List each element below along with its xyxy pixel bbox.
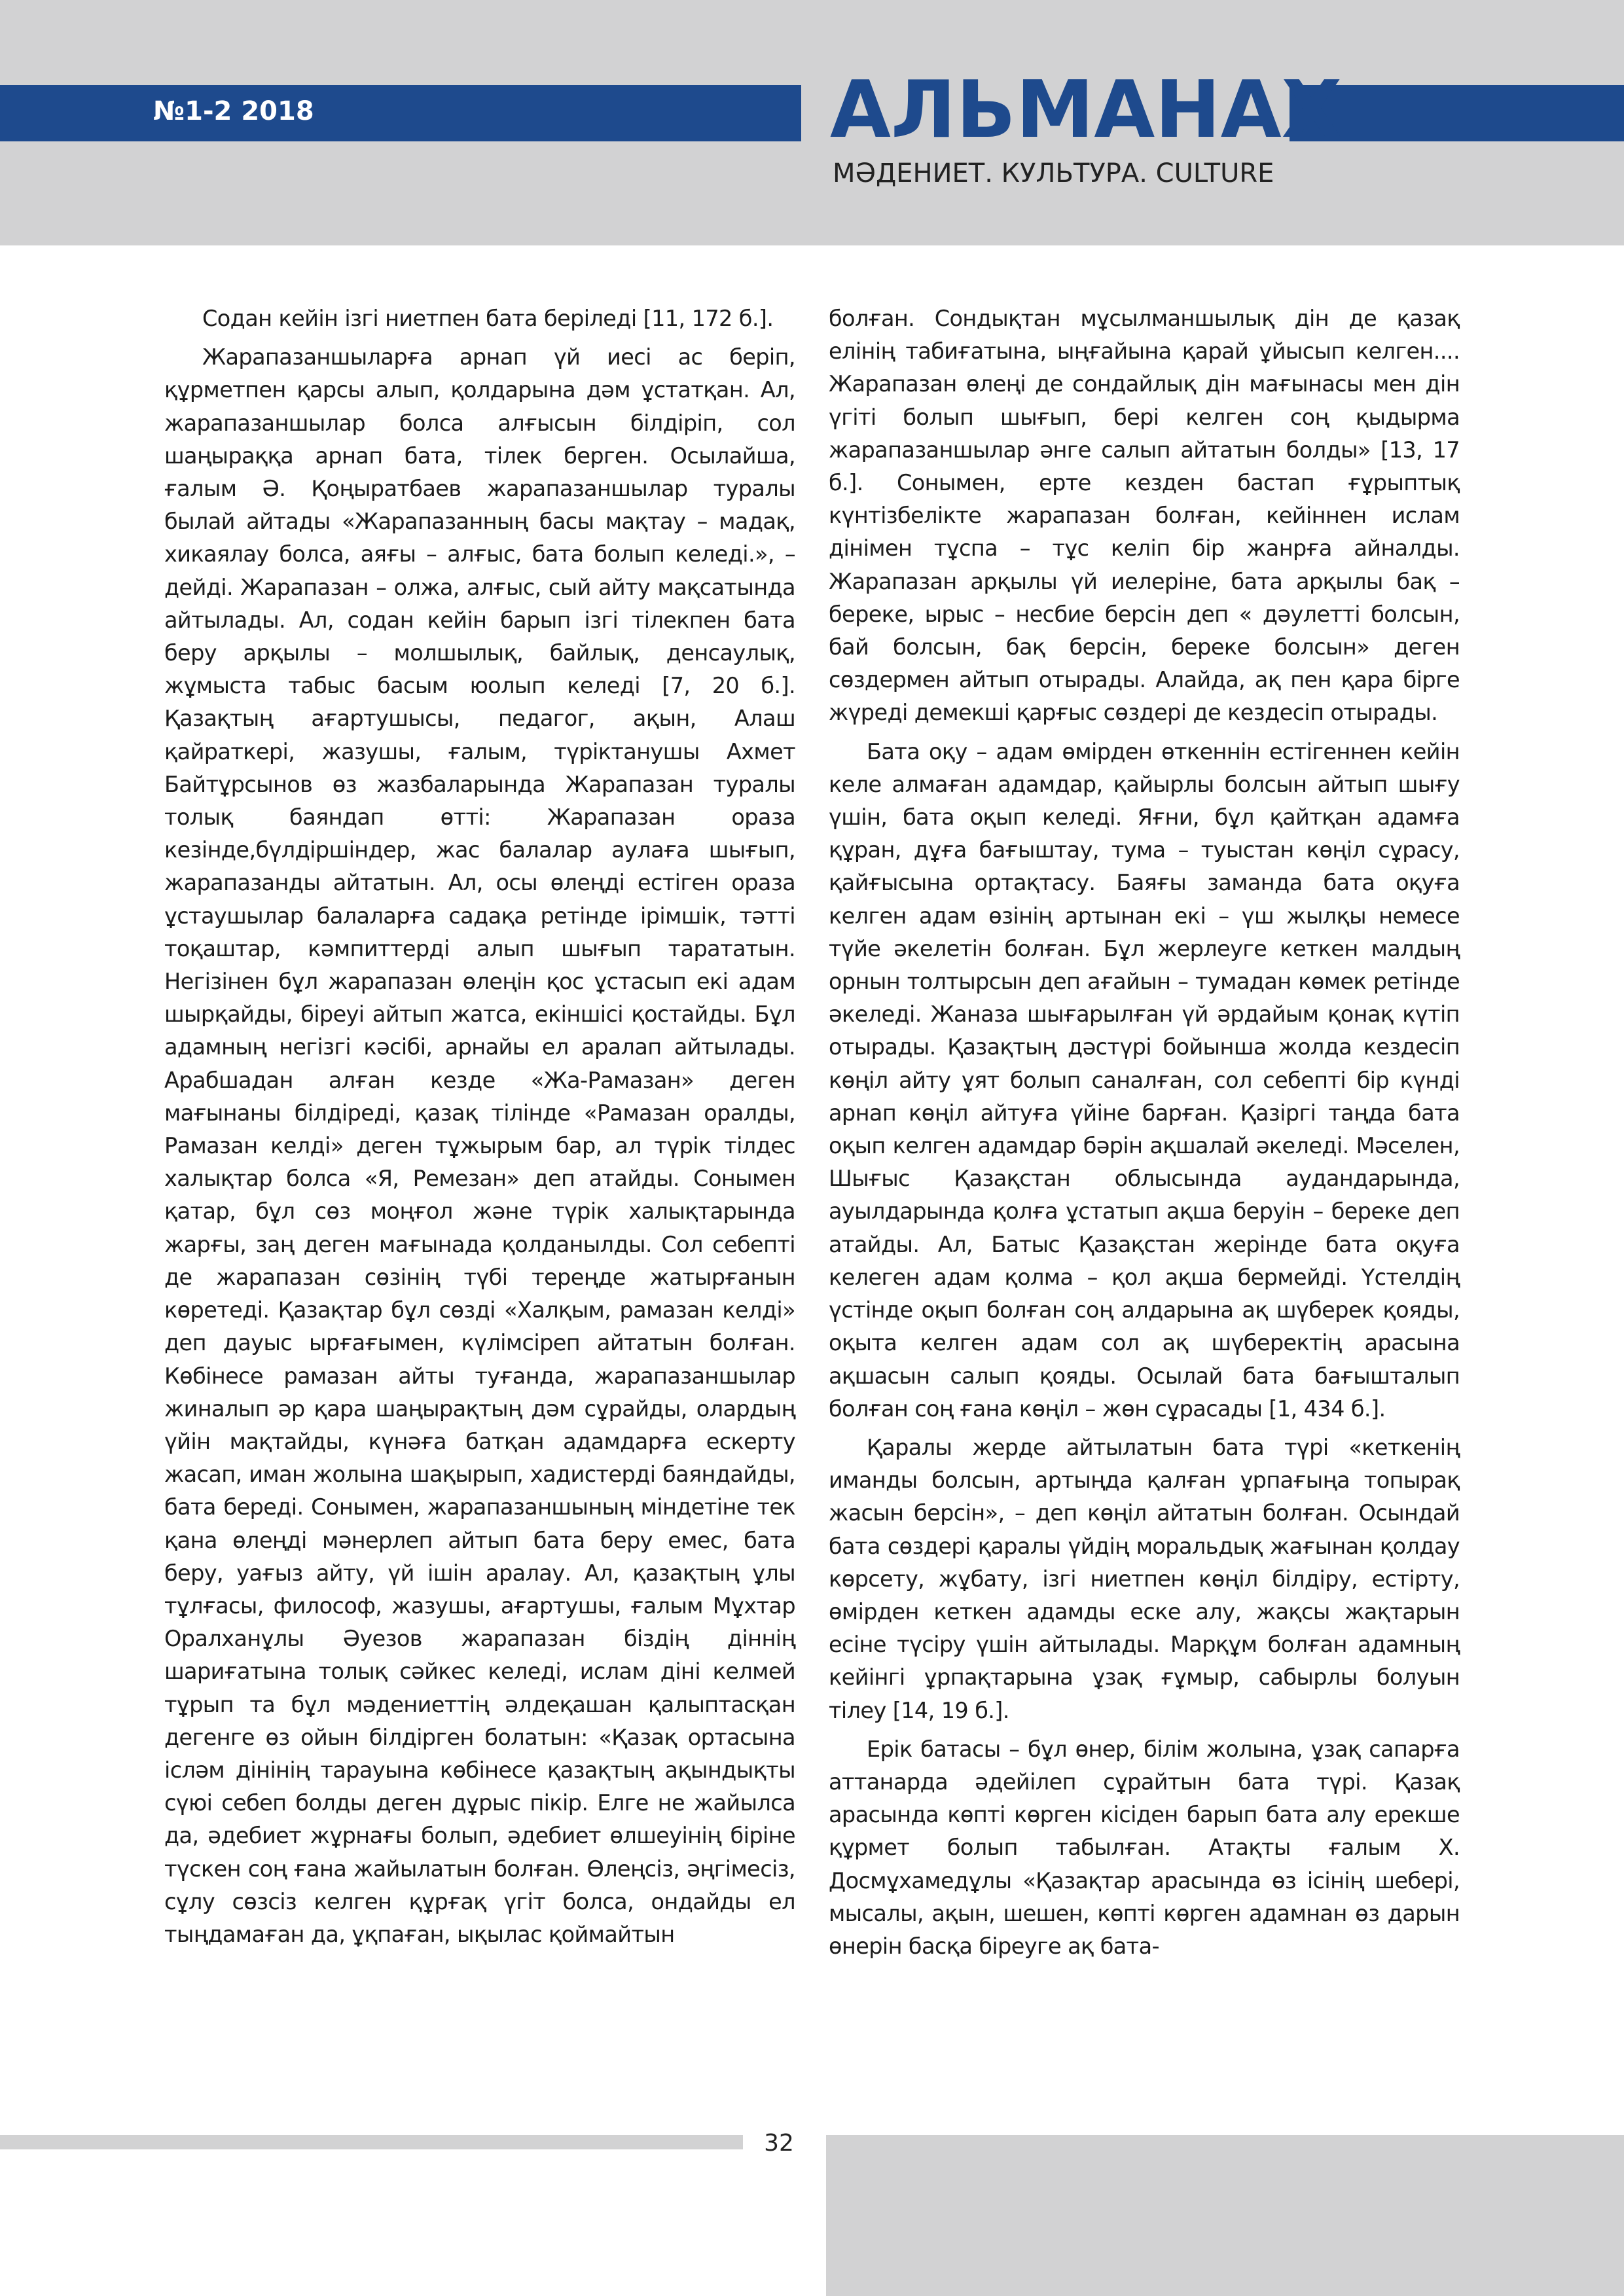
article-column-right xyxy=(829,302,1460,1969)
article-column-left xyxy=(164,302,795,1957)
journal-subtitle: МӘДЕНИЕТ. КУЛЬТУРА. CULTURE xyxy=(833,158,1274,188)
paragraph: болған. Сондықтан мұсылманшылық дін де қазақ елінің табиғатына, ыңғайына қарай ұйысып келген.... Жарапазан өлеңі де сондайлық дін мағынасы мен дін үгіті болып шығып, бері келген соң қыдырма жарапазаншылар әнге салып айтатын болды» [13, 17 б.]. Сонымен, ерте кезден бастап ғұрыптық күнтізбелікте жарапазан болған, кейіннен ислам дінімен тұспа – тұс келіп бір жанрға айналды. Жарапазан арқылы үй иелеріне, бата арқылы бақ – береке, ырыс – несбие берсін деп « дәулетті болсын, бай болсын, бақ берсін, береке болсын» деген сөздермен айтып отырады. Алайда, ақ пен қара бірге жүреді демекші қарғыс сөздері де кездесіп отырады. xyxy=(829,306,1460,726)
paragraph: Ерік батасы – бұл өнер, білім жолына, ұзақ сапарға аттанарда әдейілеп сұрайтын бата түрі. Қазақ арасында көпті көрген кісіден барып бата алу ерекше құрмет болып табылған. Атақты ғалым Х. Досмұхамедұлы «Қазақтар арасында өз ісінің шебері, мысалы, ақын, шешен, көпті көрген адамнан өз дарын өнерін басқа біреуге ақ бата- xyxy=(829,1736,1460,1959)
page-number: 32 xyxy=(764,2130,794,2157)
paragraph: Жарапазаншыларға арнап үй иесі ас беріп, құрметпен қарсы алып, қолдарына дәм ұстатқан. Ал, жарапазаншылар болса алғысын білдіріп, сол шаңыраққа арнап бата, тілек берген. Осылайша, ғалым Ә. Қоңыратбаев жарапазаншылар туралы былай айтады «Жарапазанның басы мақтау – мадақ, хикаялау болса, аяғы – алғыс, бата болып келеді.», – дейді. Жарапазан – олжа, алғыс, сый айту мақсатында айтылады. Ал, содан кейін барып ізгі тілекпен бата беру арқылы – молшылық, байлық, денсаулық, жұмыста табыс басым юолып келеді [7, 20 б.]. Қазақтың ағартушысы, педагог, ақын, Алаш қайраткері, жазушы, ғалым, түріктанушы Ахмет Байтұрсынов өз жазбаларында Жарапазан туралы толық баяндап өтті: Жарапазан ораза кезінде,бүлдіршіндер, жас балалар аулаға шығып, жарапазанды айтатын. Ал, осы өлеңді естіген ораза ұстаушылар балаларға садақа ретінде ірімшік, тәтті тоқаштар, кәмпиттерді алып шығып тарататын. Негізінен бұл жарапазан өлеңін қос ұстасып екі адам шырқайды, біреуі айтып жатса, екіншісі қостайды. Бұл адамның негізгі кәсібі, арнайы ел аралап айтылады. Арабшадан алған кезде «Жа-Рамазан» деген мағынаны білдіреді, қазақ тілінде «Рамазан оралды, Рамазан келді» деген тұжырым бар, ал түрік тілдес халықтар болса «Я, Ремезан» деп атайды. Сонымен қатар, бұл сөз моңғол және түрік халықтарында жарғы, заң деген мағынада қолданылды. Сол себепті де жарапазан сөзінің түбі тереңде жатырғанын көретеді. Қазақтар бұл сөзді «Халқым, рамазан келді» деп дауыс ырғағымен, күлімсіреп айтатын болған. Көбінесе рамазан айты туғанда, жарапазаншылар жиналып әр қара шаңырақтың дәм сұрайды, олардың үйін мақтайды, күнәға батқан адамдарға ескерту жасап, иман жолына шақырып, хадистерді баяндайды, бата береді. Сонымен, жарапазаншының міндетіне тек қана өлеңді мәнерлеп айтып бата беру емес, бата беру, уағыз айту, үй ішін аралау. Ал, қазақтың ұлы тұлғасы, философ, жазушы, ағартушы, ғалым Мұхтар Оралханұлы Әуезов жарапазан біздің діннің шариғатына толық сәйкес келеді, ислам діні келмей тұрып та бұл мәдениеттің әлдеқашан қалыптасқан дегенге өз ойын білдірген болатын: «Қазақ ортасына ісләм дінінің тарауына көбінесе қазақтың ақындықты сүюі себеп болды деген дұрыс пікір. Елге не жайылса да, әдебиет жұрнағы болып, әдебиет өлшеуінің біріне түскен соң ғана жайылатын болған. Өлеңсіз, әңгімесіз, сұлу сөзсіз келген құрғақ үгіт болса, ондайды ел тыңдамаған да, ұқпаған, ықылас қоймайтын xyxy=(164,344,795,1947)
header-blue-bar-left xyxy=(0,85,801,141)
footer-band-right xyxy=(826,2135,1624,2296)
paragraph: Қаралы жерде айтылатын бата түрі «кеткенің иманды болсын, артыңда қалған ұрпағыңа топырақ жасын берсін», – деп көңіл айтатын болған. Осындай бата сөздері қаралы үйдің моральдық жағынан қолдау көрсету, жұбату, ізгі ниетпен көңіл білдіру, естірту, өмірден кеткен адамды еске алу, жақсы жақтарын есіне түсіру үшін айтылады. Марқұм болған адамның кейінгі ұрпақтарына ұзақ ғұмыр, сабырлы болуын тілеу [14, 19 б.]. xyxy=(829,1434,1460,1723)
footer-band-left xyxy=(0,2135,743,2149)
journal-title: АЛЬМАНАХ xyxy=(830,65,1343,156)
paragraph: Содан кейін ізгі ниетпен бата беріледі [11, 172 б.]. xyxy=(202,306,774,331)
paragraph: Бата оқу – адам өмірден өткеннін естігеннен кейін келе алмаған адамдар, қайырлы болсын айтып шығу үшін, бата оқып келеді. Яғни, бұл қайтқан адамға құран, дұға бағыштау, тума – туыстан көңіл сұрасу, қайғысына ортақтасу. Баяғы заманда бата оқуға келген адам өзінің артынан екі – үш жылқы немесе түйе әкелетін болған. Бұл жерлеуге кеткен малдың орнын толтырсын деп ағайын – тумадан көмек ретінде әкеледі. Жаназа шығарылған үй әрдайым қонақ күтіп отырады. Қазақтың дәстүрі бойынша жолда кездесіп көңіл айту ұят болып саналған, сол себепті бір күнді арнап көңіл айтуға үйіне барған. Қазіргі таңда бата оқып келген адамдар бәрін ақшалай әкеледі. Мәселен, Шығыс Қазақстан облысында аудандарында, ауылдарында қолға ұстатып ақша беруін – береке деп атайды. Ал, Батыс Қазақстан жерінде бата оқуға келеген адам қолма – қол ақша бермейді. Үстелдің үстінде оқып болған соң алдарына ақ шүберек қояды, оқыта келген адам сол ақ шүберектің арасына ақшасын салып қояды. Осылай бата бағышталып болған соң ғана көңіл – жөн сұрасады [1, 434 б.]. xyxy=(829,738,1460,1422)
issue-number: №1-2 2018 xyxy=(153,96,314,126)
